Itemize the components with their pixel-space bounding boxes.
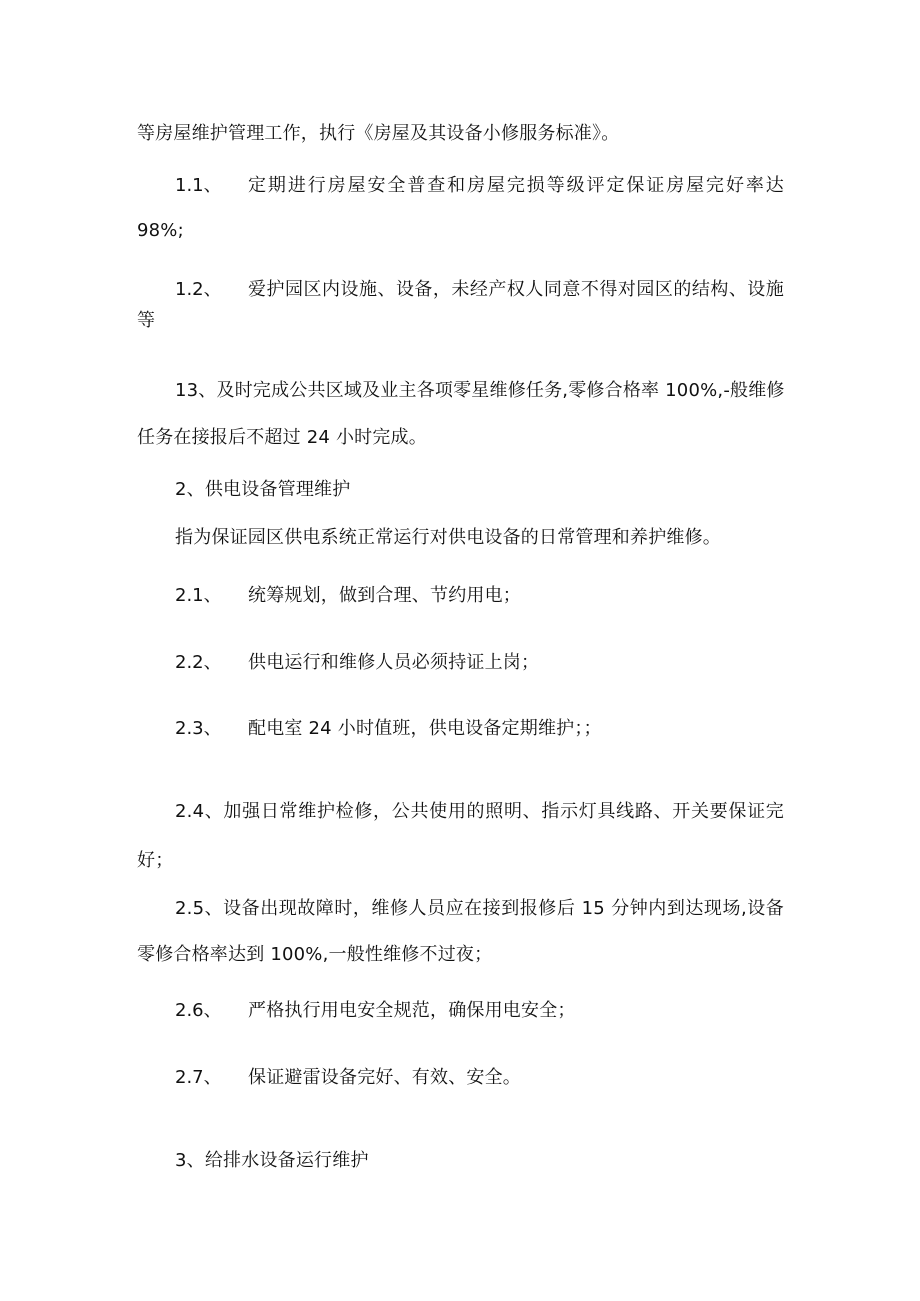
item-1-1-text-line1: 定期进行房屋安全普查和房屋完损等级评定保证房屋完好率达	[248, 175, 784, 196]
item-1-1-text-line2: 98%;	[137, 220, 184, 241]
item-2-5-text	[175, 897, 784, 921]
item-13-text-line2: 任务在接报后不超过 24 小时完成。	[137, 427, 427, 448]
item-2-6-text: 严格执行用电安全规范，确保用电安全；	[248, 1000, 576, 1021]
item-1-2-number: 1.2、	[175, 279, 222, 300]
item-2-1-number: 2.1、	[175, 585, 222, 606]
item-1-2-text-line2: 等	[137, 310, 156, 331]
item-1-2-text	[248, 278, 784, 302]
section-3-heading: 3、给排水设备运行维护	[175, 1150, 369, 1171]
item-2-5-text-line1: 2.5、设备出现故障时，维修人员应在接到报修后 15 分钟内到达现场,设备	[175, 898, 784, 919]
item-2-4-text	[175, 800, 784, 824]
item-2-3-text: 配电室 24 小时值班，供电设备定期维护；；	[248, 718, 602, 739]
item-1-2-text-line1: 爱护园区内设施、设备，未经产权人同意不得对园区的结构、设施	[248, 279, 784, 300]
item-2-4-text-line2: 好；	[137, 850, 174, 871]
item-2-7-number: 2.7、	[175, 1067, 222, 1088]
item-2-2-text: 供电运行和维修人员必须持证上岗；	[248, 652, 540, 673]
item-1-1-number: 1.1、	[175, 175, 222, 196]
item-1-1-text	[248, 174, 784, 198]
item-2-5-text-line2: 零修合格率达到 100%,一般性维修不过夜；	[137, 944, 493, 965]
section-2-heading: 2、供电设备管理维护	[175, 479, 351, 500]
item-2-1-text: 统筹规划，做到合理、节约用电；	[248, 585, 521, 606]
paragraph-intro: 等房屋维护管理工作，执行《房屋及其设备小修服务标准》。	[137, 123, 620, 144]
item-2-6-number: 2.6、	[175, 1000, 222, 1021]
section-2-description: 指为保证园区供电系统正常运行对供电设备的日常管理和养护维修。	[175, 527, 721, 548]
item-2-4-text-line1: 2.4、加强日常维护检修，公共使用的照明、指示灯具线路、开关要保证完	[175, 801, 784, 822]
item-2-2-number: 2.2、	[175, 652, 222, 673]
item-2-3-number: 2.3、	[175, 718, 222, 739]
item-13-text-line1: 13、及时完成公共区域及业主各项零星维修任务,零修合格率 100%,-般维修	[175, 380, 785, 401]
item-2-7-text: 保证避雷设备完好、有效、安全。	[248, 1067, 521, 1088]
item-13-text	[175, 379, 784, 403]
